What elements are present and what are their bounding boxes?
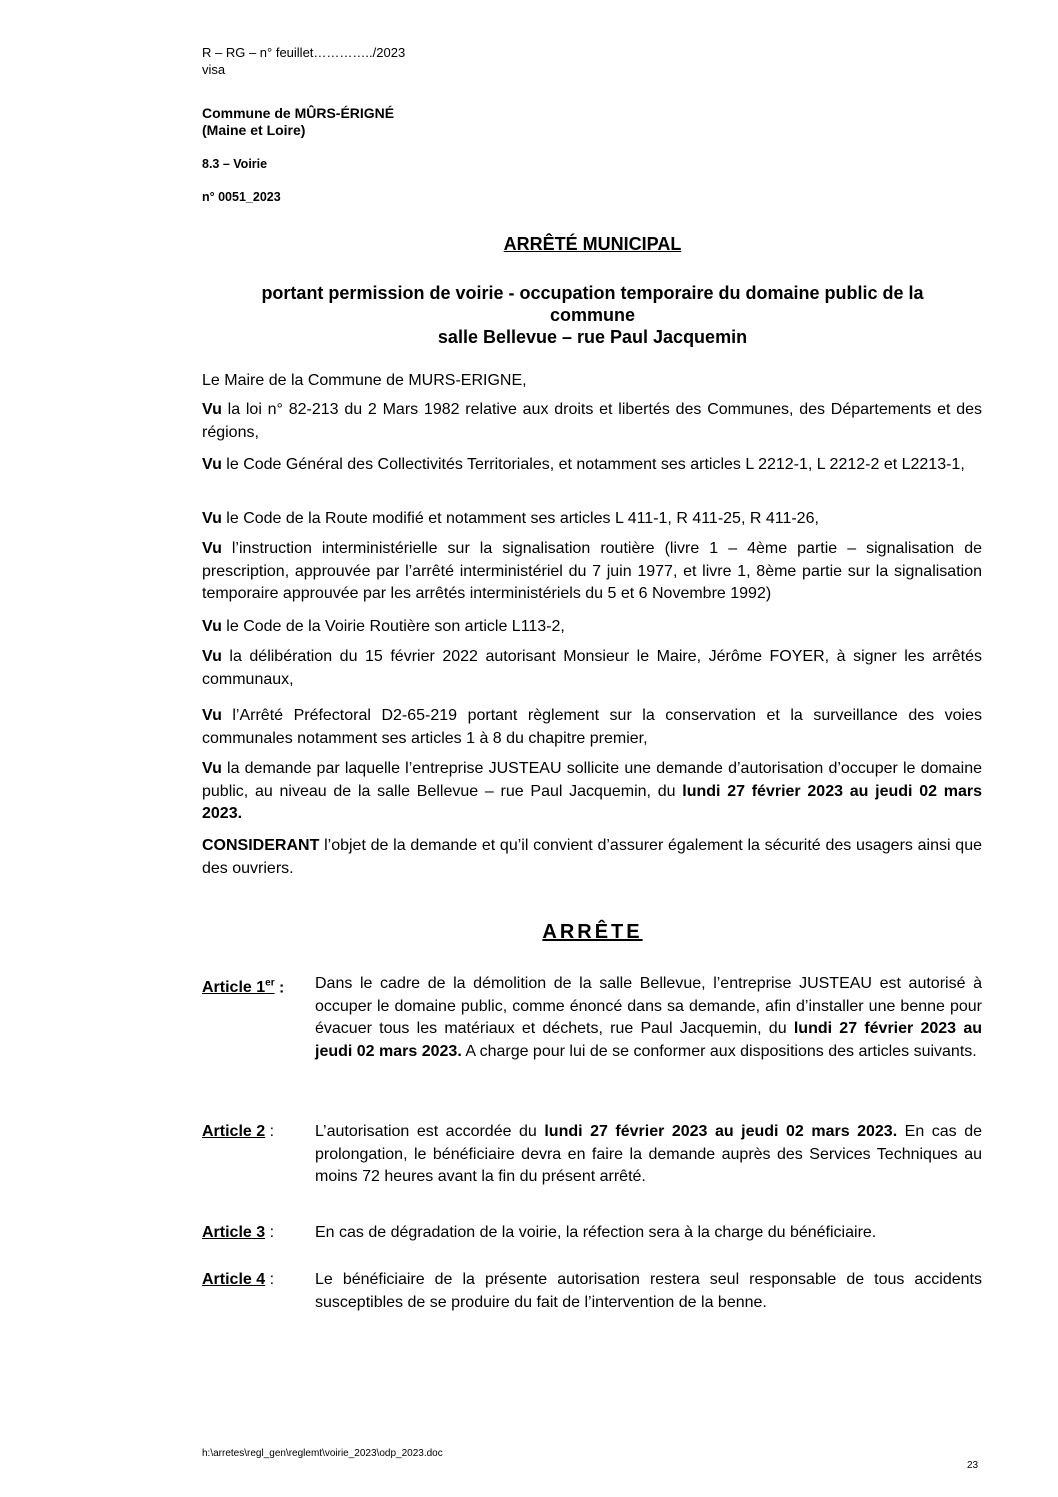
vu-text: l’instruction interministérielle sur la signalisation routière (livre 1 – 4ème partie – signalisation de prescription, approuvée par l’arrêté interministériel du 7 juin 1977, et livre 1, 8ème partie sur la signalisation temporaire approuvée par les arrêtés interministériels du 5 et 6 Novembre 1992) [202, 540, 982, 602]
vu-label: Vu [202, 707, 222, 724]
article-separator: : [265, 1271, 275, 1288]
article-3-text: En cas de dégradation de la voirie, la réfection sera à la charge du bénéficiaire. [315, 1224, 877, 1241]
vu-text: le Code de la Route modifié et notamment ses articles L 411-1, R 411-25, R 411-26, [221, 510, 819, 527]
arrete-heading: ARRÊTE [542, 921, 643, 943]
page-number: 23 [967, 1460, 979, 1471]
article-dates: lundi 27 février 2023 au jeudi 02 mars 2023. [315, 1020, 982, 1060]
article-text-part: L’autorisation est accordée du [315, 1123, 545, 1140]
vu-paragraph-3 [202, 508, 982, 531]
vu-label: Vu [202, 760, 222, 777]
subtitle-line-2: commune [549, 305, 636, 325]
vu-text: la délibération du 15 février 2022 autorisant Monsieur le Maire, Jérôme FOYER, à signer les arrêtés communaux, [202, 648, 982, 688]
article-label-text [202, 979, 275, 996]
considerant-text: l’objet de la demande et qu’il convient d’assurer également la sécurité des usagers ainsi que des ouvriers. [202, 837, 982, 877]
commune-name: Commune de MÛRS-ÉRIGNÉ [202, 105, 395, 121]
article-dates: lundi 27 février 2023 au jeudi 02 mars 2023. [544, 1123, 898, 1140]
subtitle-line-3: salle Bellevue – rue Paul Jacquemin [437, 327, 748, 347]
vu-paragraph-5 [202, 616, 982, 639]
vu-label: Vu [202, 510, 222, 527]
department-name: (Maine et Loire) [202, 122, 306, 138]
vu-label: Vu [202, 401, 222, 418]
article-number: Article 2 [202, 1123, 266, 1140]
vu-paragraph-7 [202, 705, 982, 750]
decree-number: n° 0051_2023 [202, 190, 281, 204]
vu-label: Vu [202, 648, 222, 665]
vu-label: Vu [202, 540, 222, 557]
article-4-label [202, 1269, 274, 1292]
vu-paragraph-4 [202, 538, 982, 606]
article-number: Article 4 [202, 1271, 266, 1288]
article-3-label [202, 1222, 274, 1245]
article-2-text [315, 1121, 982, 1189]
article-text-part: A charge pour lui de se conformer aux dispositions des articles suivants. [461, 1042, 977, 1060]
considerant-paragraph [202, 835, 982, 880]
article-2-label [202, 1121, 274, 1144]
vu-paragraph-1 [202, 399, 982, 444]
article-separator: : [274, 979, 285, 997]
article-separator: : [265, 1123, 275, 1140]
vu-text: la loi n° 82-213 du 2 Mars 1982 relative aux droits et libertés des Communes, des Départements et des régions, [202, 401, 982, 441]
vu-dates: lundi 27 février 2023 au jeudi 02 mars 2023. [202, 782, 982, 822]
subtitle-line-1: portant permission de voirie - occupation temporaire du domaine public de la [261, 283, 924, 303]
vu-text: la demande par laquelle l’entreprise JUSTEAU sollicite une demande d’autorisation d’occuper le domaine public, au niveau de la salle Bellevue – rue Paul Jacquemin, du [202, 760, 982, 800]
article-separator: : [265, 1224, 275, 1241]
vu-text: l’Arrêté Préfectoral D2-65-219 portant règlement sur la conservation et la surveillance des voies communales notamment ses articles 1 à 8 du chapitre premier, [202, 707, 982, 747]
reference-line: R – RG – n° feuillet…………../2023 [202, 45, 406, 60]
article-superscript: er [265, 978, 275, 989]
article-text-part: En cas de prolongation, le bénéficiaire devra en faire la demande auprès des Services Techniques au moins 72 heures avant la fin du présent arrêté. [315, 1123, 982, 1185]
vu-paragraph-6 [202, 646, 982, 691]
article-number: Article 1 [202, 979, 266, 997]
vu-paragraph-8 [202, 758, 982, 826]
footer-file-path: h:\arretes\regl_gen\reglemt\voirie_2023\odp_2023.doc [202, 1448, 443, 1459]
page-title: ARRÊTÉ MUNICIPAL [503, 234, 682, 254]
vu-text: le Code Général des Collectivités Territoriales, et notamment ses articles L 2212-1, L 2212-2 et L2213-1, [221, 456, 965, 473]
article-1-label [202, 973, 284, 1000]
article-number: Article 3 [202, 1224, 266, 1241]
considerant-label: CONSIDERANT [202, 837, 320, 854]
preamble-intro: Le Maire de la Commune de MURS-ERIGNE, [202, 372, 527, 389]
vu-label: Vu [202, 456, 222, 473]
vu-text: le Code de la Voirie Routière son article L113-2, [221, 618, 565, 635]
article-1-text [315, 973, 982, 1063]
category-label: 8.3 – Voirie [202, 157, 268, 171]
visa-label: visa [202, 62, 226, 77]
article-4-text: Le bénéficiaire de la présente autorisation restera seul responsable de tous accidents susceptibles de se produire du fait de l’intervention de la benne. [315, 1271, 982, 1311]
vu-label: Vu [202, 618, 222, 635]
article-text-part: Dans le cadre de la démolition de la salle Bellevue, l’entreprise JUSTEAU est autorisé à occuper le domaine public, comme énoncé dans sa demande, afin d’installer une benne pour évacuer tous les matériaux et déchets, rue Paul Jacquemin, du [315, 975, 982, 1037]
vu-paragraph-2 [202, 454, 982, 477]
